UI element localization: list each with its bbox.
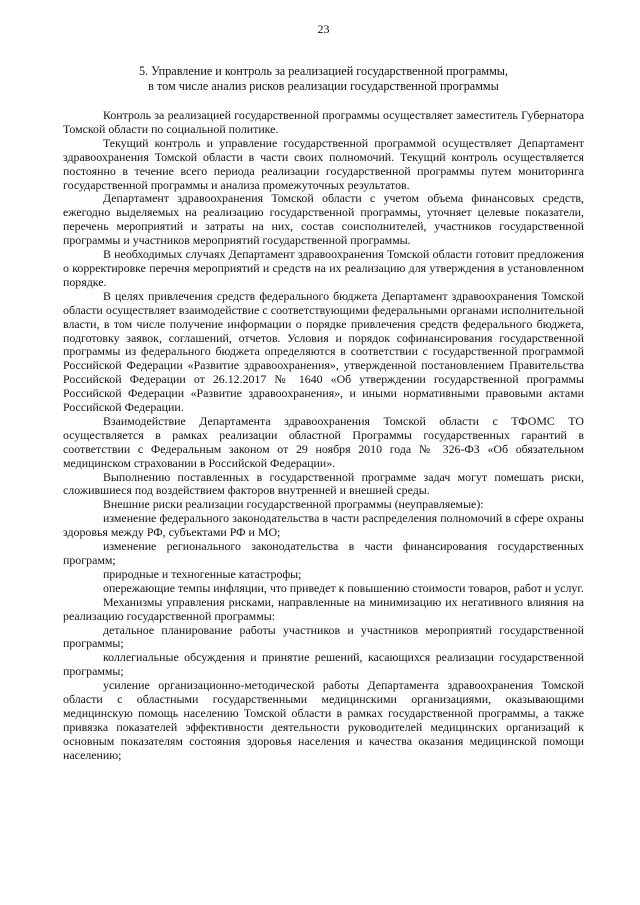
paragraph: В необходимых случаях Департамент здравоохранения Томской области готовит предложения о корректировке перечня мероприятий и средств на их реализацию для утверждения в установленном порядке.	[63, 247, 584, 289]
list-item: усиление организационно-методической работы Департамента здравоохранения Томской области с областными государственными медицинскими организациями, оказывающими медицинскую помощь населению Томской области в рамках государственной программы, а также привязка показателей эффективности деятельности руководителей медицинских организаций к основным показателям состояния здоровья населения и качества оказания медицинской помощи населению;	[63, 678, 584, 762]
paragraph: Взаимодействие Департамента здравоохранения Томской области с ТФОМС ТО осуществляется в рамках реализации областной Программы государственных гарантий в соответствии с Федеральным законом от 29 ноября 2010 года № 326-ФЗ «Об обязательном медицинском страховании в Российской Федерации».	[63, 413, 584, 470]
paragraph: Выполнению поставленных в государственной программе задач могут помешать риски, сложившиеся под воздействием факторов внутренней и внешней среды.	[63, 469, 584, 498]
list-item: изменение федерального законодательства в части распределения полномочий в сфере охраны здоровья между РФ, субъектами РФ и МО;	[63, 511, 584, 540]
list-item: опережающие темпы инфляции, что приведет к повышению стоимости товаров, работ и услуг.	[103, 580, 584, 595]
paragraph: Текущий контроль и управление государственной программой осуществляет Департамент здравоохранения Томской области в части своих полномочий. Текущий контроль осуществляется постоянно в течение всего периода реализации государственной программы путем мониторинга государственной программы и анализа промежуточных результатов.	[63, 135, 584, 192]
section-heading	[63, 64, 584, 94]
paragraph: Внешние риски реализации государственной программы (неуправляемые):	[103, 497, 484, 512]
list-item: детальное планирование работы участников и участников мероприятий государственной программы;	[63, 622, 584, 651]
section-heading-line-1: 5. Управление и контроль за реализацией государственной программы,	[138, 64, 509, 78]
paragraph: Механизмы управления рисками, направленные на минимизацию их негативного влияния на реализацию государственной программы:	[63, 594, 584, 623]
list-item: природные и техногенные катастрофы;	[103, 566, 302, 581]
paragraph: В целях привлечения средств федерального бюджета Департамент здравоохранения Томской области осуществляет взаимодействие с соответствующими федеральными органами исполнительной власти, в том числе получение информации о порядке привлечения средств федерального бюджета, подготовку заявок, соглашений, отчетов. Условия и порядок софинансирования государственной программы из федерального бюджета определяются в соответствии с государственной программой Российской Федерации «Развитие здравоохранения», утвержденной постановлением Правительства Российской Федерации от 26.12.2017 № 1640 «Об утверждении государственной программы Российской Федерации «Развитие здравоохранения», и иными нормативными правовыми актами Российской Федерации.	[63, 288, 584, 415]
list-item: изменение регионального законодательства в части финансирования государственных программ;	[63, 539, 584, 567]
paragraph: Департамент здравоохранения Томской области с учетом объема финансовых средств, ежегодно выделяемых на реализацию государственной программы, уточняет целевые показатели, перечень мероприятий и затраты на них, состав соисполнителей, участников государственной программы и участников мероприятий государственной программы.	[63, 191, 584, 248]
list-item: коллегиальные обсуждения и принятие решений, касающихся реализации государственной программы;	[63, 650, 584, 679]
paragraph: Контроль за реализацией государственной программы осуществляет заместитель Губернатора Томской области по социальной политике.	[63, 108, 584, 136]
section-heading-line-2: в том числе анализ рисков реализации государственной программы	[148, 79, 499, 93]
body-text	[63, 109, 584, 763]
page-number: 23	[317, 22, 330, 36]
